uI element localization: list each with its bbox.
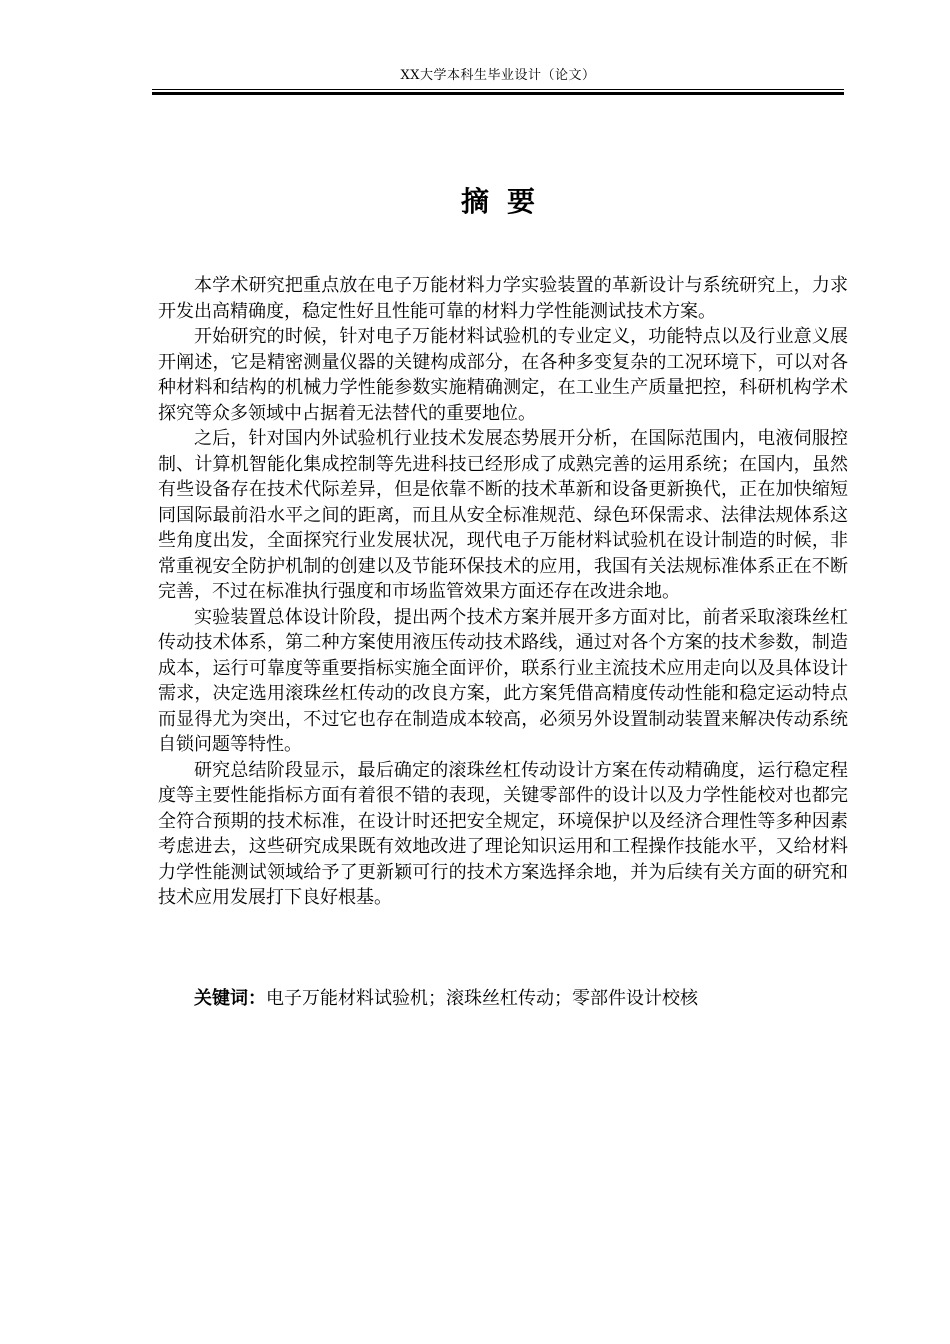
header-rule-thick: [152, 92, 844, 95]
abstract-paragraph-2: 开始研究的时候，针对电子万能材料试验机的专业定义，功能特点以及行业意义展开阐述，它是精密测量仪器的关键构成部分，在各种多变复杂的工况环境下，可以对各种材料和结构的机械力学性能参数实施精确测定，在工业生产质量把控，科研机构学术探究等众多领域中占据着无法替代的重要地位。: [158, 326, 848, 424]
abstract-body: [158, 273, 848, 911]
abstract-paragraph-3: 之后，针对国内外试验机行业技术发展态势展开分析，在国际范围内，电液伺服控制、计算机智能化集成控制等先进科技已经形成了成熟完善的运用系统；在国内，虽然有些设备存在技术代际差异，但是依靠不断的技术革新和设备更新换代，正在加快缩短同国际最前沿水平之间的距离，而且从安全标准规范、绿色环保需求、法律法规体系这些角度出发，全面探究行业发展状况，现代电子万能材料试验机在设计制造的时候，非常重视安全防护机制的创建以及节能环保技术的应用，我国有关法规标准体系正在不断完善，不过在标准执行强度和市场监管效果方面还存在改进余地。: [158, 428, 848, 602]
keywords-label: 关键词：: [194, 988, 266, 1009]
header-rule-thin: [152, 89, 844, 90]
keywords-text: 电子万能材料试验机；滚珠丝杠传动；零部件设计校核: [266, 988, 698, 1009]
abstract-paragraph-4: 实验装置总体设计阶段，提出两个技术方案并展开多方面对比，前者采取滚珠丝杠传动技术体系，第二种方案使用液压传动技术路线，通过对各个方案的技术参数，制造成本，运行可靠度等重要指标实施全面评价，联系行业主流技术应用走向以及具体设计需求，决定选用滚珠丝杠传动的改良方案，此方案凭借高精度传动性能和稳定运动特点而显得尤为突出，不过它也存在制造成本较高，必须另外设置制动装置来解决传动系统自锁问题等特性。: [158, 606, 848, 755]
keywords-line: [194, 986, 854, 1012]
abstract-paragraph-1: 本学术研究把重点放在电子万能材料力学实验装置的革新设计与系统研究上，力求开发出高精确度，稳定性好且性能可靠的材料力学性能测试技术方案。: [158, 275, 848, 322]
abstract-paragraph-5: 研究总结阶段显示，最后确定的滚珠丝杠传动设计方案在传动精确度，运行稳定程度等主要性能指标方面有着很不错的表现，关键零部件的设计以及力学性能校对也都完全符合预期的技术标准，在设计时还把安全规定，环境保护以及经济合理性等多种因素考虑进去，这些研究成果既有效地改进了理论知识运用和工程操作技能水平，又给材料力学性能测试领域给予了更新颖可行的技术方案选择余地，并为后续有关方面的研究和技术应用发展打下良好根基。: [158, 759, 848, 908]
running-header: XX大学本科生毕业设计（论文）: [400, 68, 596, 83]
abstract-title: 摘要: [460, 185, 553, 218]
